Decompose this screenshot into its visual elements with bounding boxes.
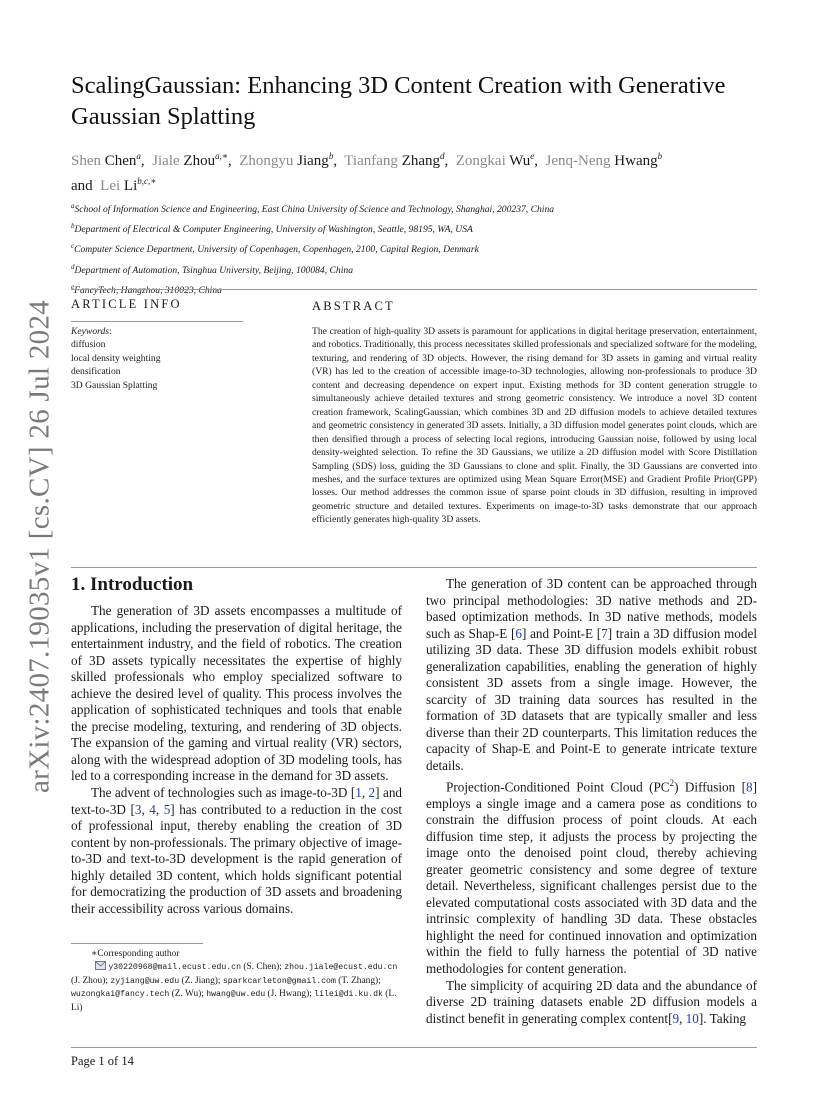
citation-link[interactable]: 6	[515, 625, 522, 641]
paragraph: The advent of technologies such as image-to-3D [1, 2] and text-to-3D [3, 4, 5] has contributed to a reduction in the cost of professional input, thereby enabling the creation of 3D content by non-professionals. The primary objective of image-to-3D and text-to-3D development is the rapid generation of highly detailed 3D content, which holds significant potential for democratizing the production of 3D assets and broadening their accessibility across various domains.	[71, 785, 403, 916]
section-heading: 1. Introduction	[71, 574, 194, 595]
citation-link[interactable]: 10	[685, 1010, 699, 1026]
affiliations	[71, 198, 771, 299]
email-list: y30220968@mail.ecust.edu.cn (S. Chen); zhou.jiale@ecust.edu.cn (J. Zhou); zyjiang@uw.edu (Z. Jiang); sparkcarleton@gmail.com (T. Zhang); wuzongkai@fancy.tech (Z. Wu); hwang@uw.edu (J. Hwang); lilei@di.ku.dk (L. Li)	[71, 962, 398, 1013]
author[interactable]: Lei $Li^{b,c,∗}$	[100, 176, 157, 194]
paper-title: ScalingGaussian: Enhancing 3D Content Creation with Generative Gaussian Splatting	[71, 72, 726, 130]
divider	[71, 567, 757, 568]
citation-link[interactable]: 7	[601, 625, 608, 641]
author[interactable]: Jenq-Neng Hwang$^b$	[545, 151, 663, 169]
author-list: Shen Chen$^a$, Jiale Zhou$^{a,∗}$, Zhongyu Jiang$^b$, Tianfang Zhang$^d$, Zongkai Wu$^e$, Jenq-Neng Hwang$^b$ and Lei $Li^{b,c,∗}$	[71, 151, 663, 194]
citation-link[interactable]: 9	[672, 1010, 680, 1026]
keywords-label: Keywords	[71, 326, 110, 337]
citation-link[interactable]: 5	[163, 801, 171, 817]
footer-divider	[71, 1047, 757, 1048]
footnote-divider	[71, 943, 203, 944]
footnote	[71, 948, 401, 1015]
author[interactable]: Tianfang Zhang$^d$	[344, 151, 445, 169]
keyword: local density weighting	[71, 352, 161, 364]
affiliation: $^b$Department of Electrical & Computer Engineering, University of Washington, Seattle, 98195, WA, USA	[71, 222, 473, 236]
paragraph: The generation of 3D assets encompasses a multitude of applications, including the preservation of digital heritage, the entertainment industry, and the field of robotics. The creation of 3D assets typically necessitates the expertise of highly skilled professionals who employ specialized software to achieve the desired level of quality. This process involves the application of sophisticated techniques and tools that enable the precise modeling, texturing, and rendering of 3D objects. The expansion of the gaming and virtual reality (VR) sectors, along with the widespread adoption of 3D modeling tools, has led to a corresponding increase in the demand for 3D assets.	[71, 603, 402, 784]
right-column	[426, 576, 757, 1027]
arxiv-identifier: arXiv:2407.19035v1 [cs.CV] 26 Jul 2024	[23, 299, 56, 794]
paragraph: Projection-Conditioned Point Cloud $(PC^2)$ Diffusion [8] employs a single image and a camera pose as conditions to constrain the diffusion process of point clouds. At each diffusion time step, it adjusts the process by projecting the image onto the denoised point cloud, thereby achieving greater geometric consistency and some degree of texture detail. Nevertheless, significant challenges persist due to the elevated computational costs associated with 3D data and the intrinsic complexity of handling 3D data. These obstacles highlight the need for continued innovation and optimization within the field to fully harness the potential of 3D native methodologies for content generation.	[426, 777, 757, 976]
citation-link[interactable]: 3	[134, 801, 142, 817]
keyword: diffusion	[71, 339, 106, 351]
author[interactable]: Shen Chen$^a$	[71, 151, 141, 169]
citation-link[interactable]: 8	[746, 778, 753, 794]
author[interactable]: Zhongyu Jiang$^b$	[239, 151, 334, 169]
affiliation: $^d$Department of Automation, Tsinghua University, Beijing, 100084, China	[71, 262, 353, 276]
keyword: densification	[71, 366, 121, 378]
paragraph: The generation of 3D content can be approached through two principal methodologies: 3D native methods and 2D-based optimization methods. In 3D native methods, models such as Shap-E [6] and Point-E [7] train a 3D diffusion model utilizing 3D data. These 3D diffusion models exhibit robust generalization capabilities, enabling the generation of highly consistent 3D assets from a single image. However, the scarcity of 3D training data sources has resulted in the formation of 3D datasets that are typically smaller and less diverse than their 2D counterparts. This limitation reduces the capacity of Shap-E and Point-E to generate intricate texture details.	[426, 576, 758, 774]
email-link[interactable]: wuzongkai@fancy.tech	[71, 990, 170, 1000]
citation-link[interactable]: 2	[368, 785, 376, 801]
affiliation: $^e$FancyTech, Hangzhou, 310023, China	[71, 282, 222, 296]
corresponding-author-note: ∗Corresponding author	[91, 949, 180, 959]
email-link[interactable]: y30220968@mail.ecust.edu.cn	[108, 963, 242, 973]
author[interactable]: Jiale Zhou$^{a,∗}$	[152, 151, 228, 169]
abstract-text: The creation of high-quality 3D assets is paramount for applications in digital heritage preservation, entertainment, and robotics. Traditionally, this process necessitates skilled professionals and specialized software for the modeling, texturing, and rendering of 3D objects. However, the rising demand for 3D assets in gaming and virtual reality (VR) has led to the creation of accessible image-to-3D technologies, allowing non-professionals to produce 3D content and decreasing dependence on expert input. Existing methods for 3D content generation struggle to simultaneously achieve detailed textures and strong geometric consistency. We introduce a novel 3D content creation framework, ScalingGaussian, which combines 3D and 2D diffusion models to achieve detailed textures and geometric consistency in generated 3D assets. Initially, a 3D diffusion model generates point clouds, which are then densified through a process of selecting local regions, introducing Gaussian noise, followed by using local density-weighted selection. To refine the 3D Gaussians, we utilize a 2D diffusion model with Score Distillation Sampling (SDS) loss, guiding the 3D Gaussians to clone and split. Finally, the 3D Gaussians are converted into meshes, and the surface textures are optimized using Mean Square Error(MSE) and Gradient Profile Prior(GPP) losses. Our method addresses the common issue of sparse point clouds in 3D diffusion, resulting in improved geometric structure and detailed textures. Experiments on image-to-3D tasks demonstrate that our approach efficiently generates high-quality 3D assets.	[312, 326, 757, 526]
affiliation: $^c$Computer Science Department, University of Copenhagen, Copenhagen, 2100, Capital Region, Denmark	[71, 242, 479, 256]
email-link[interactable]: zhou.jiale@ecust.edu.cn	[284, 963, 398, 973]
paragraph: The simplicity of acquiring 2D data and the abundance of diverse 2D training datasets enable 2D diffusion models a distinct benefit in generating complex content[9, 10]. Taking	[426, 977, 757, 1026]
keywords-block: Keywords: diffusion local density weighting densification 3D Gaussian Splatting	[71, 325, 301, 392]
email-link[interactable]: sparkcarleton@gmail.com	[222, 976, 336, 986]
divider	[71, 321, 243, 322]
article-info-heading: ARTICLE INFO	[71, 297, 182, 311]
left-column	[71, 603, 402, 917]
and-word: and	[71, 178, 93, 194]
email-link[interactable]: zyjiang@uw.edu	[110, 976, 180, 986]
page-number: Page 1 of 14	[71, 1054, 134, 1068]
citation-link[interactable]: 1	[355, 785, 362, 801]
author[interactable]: Zongkai Wu$^e$	[455, 151, 535, 169]
keyword: 3D Gaussian Splatting	[71, 379, 158, 391]
abstract-heading: ABSTRACT	[312, 299, 395, 313]
email-link[interactable]: hwang@uw.edu	[206, 990, 266, 1000]
email-link[interactable]: lilei@di.ku.dk	[314, 990, 383, 1000]
citation-link[interactable]: 4	[149, 801, 156, 817]
divider	[71, 289, 757, 290]
affiliation: $^a$School of Information Science and Engineering, East China University of Science and Technology, Shanghai, 200237, China	[71, 202, 555, 216]
email-icon	[71, 962, 108, 972]
